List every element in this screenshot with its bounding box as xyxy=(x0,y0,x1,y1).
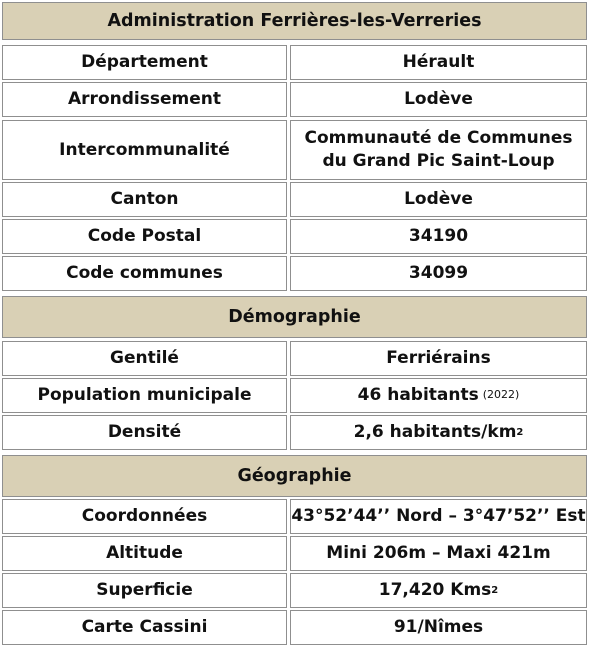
value-code-postal: 34190 xyxy=(290,219,587,254)
label-code-postal: Code Postal xyxy=(2,219,287,254)
population-year-note: (2022) xyxy=(482,388,520,402)
value-arrondissement: Lodève xyxy=(290,82,587,117)
value-superficie xyxy=(290,573,587,608)
label-superficie: Superficie xyxy=(2,573,287,608)
value-departement: Hérault xyxy=(290,45,587,80)
label-canton: Canton xyxy=(2,182,287,217)
label-intercommunalite: Intercommunalité xyxy=(2,120,287,180)
section-title-demographie: Démographie xyxy=(2,296,587,338)
label-population: Population municipale xyxy=(2,378,287,413)
label-gentile: Gentilé xyxy=(2,341,287,376)
value-gentile: Ferriérains xyxy=(290,341,587,376)
superficie-exponent: 2 xyxy=(491,584,499,596)
population-value: 46 habitants xyxy=(357,385,479,406)
label-departement: Département xyxy=(2,45,287,80)
value-population xyxy=(290,378,587,413)
label-code-communes: Code communes xyxy=(2,256,287,291)
label-densite: Densité xyxy=(2,415,287,450)
label-altitude: Altitude xyxy=(2,536,287,571)
label-arrondissement: Arrondissement xyxy=(2,82,287,117)
value-altitude: Mini 206m – Maxi 421m xyxy=(290,536,587,571)
section-title-geographie: Géographie xyxy=(2,455,587,497)
label-carte-cassini: Carte Cassini xyxy=(2,610,287,645)
value-carte-cassini: 91/Nîmes xyxy=(290,610,587,645)
value-intercommunalite: Communauté de Communes du Grand Pic Saint-Loup xyxy=(290,120,587,180)
densite-exponent: 2 xyxy=(516,426,524,438)
superficie-value: 17,420 Kms xyxy=(378,580,492,601)
label-coordonnees: Coordonnées xyxy=(2,499,287,534)
densite-value: 2,6 habitants/km xyxy=(353,422,517,443)
value-canton: Lodève xyxy=(290,182,587,217)
section-title-administration: Administration Ferrières-les-Verreries xyxy=(2,2,587,40)
value-code-communes: 34099 xyxy=(290,256,587,291)
value-coordonnees: 43°52’44’’ Nord – 3°47’52’’ Est xyxy=(290,499,587,534)
value-densite xyxy=(290,415,587,450)
